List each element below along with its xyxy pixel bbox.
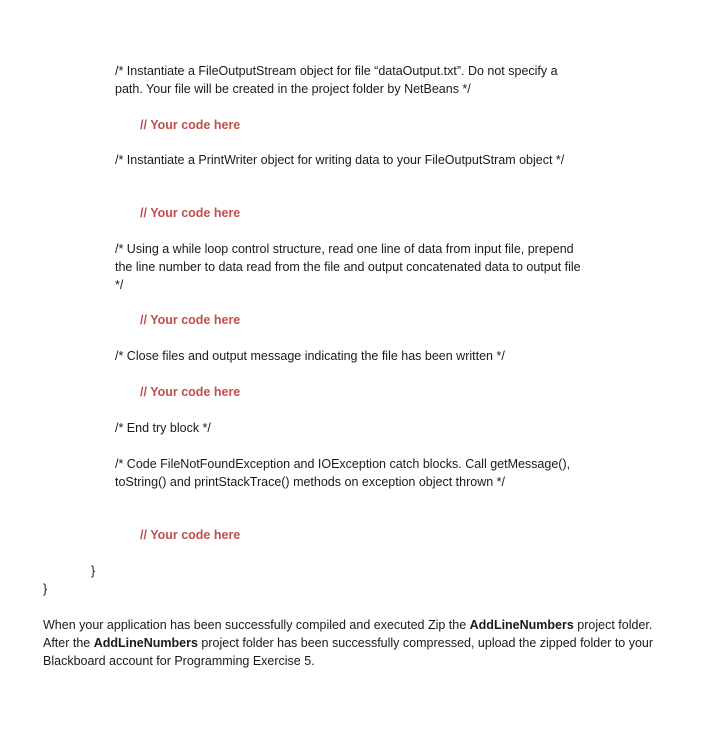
your-code-here-5: // Your code here bbox=[140, 528, 241, 542]
your-code-here-3: // Your code here bbox=[140, 313, 241, 327]
your-code-here-1: // Your code here bbox=[140, 118, 241, 132]
closing-brace-class: } bbox=[43, 582, 48, 596]
your-code-here-4: // Your code here bbox=[140, 385, 241, 399]
comment-close-files: /* Close files and output message indicating the file has been written */ bbox=[115, 349, 505, 363]
instructions-text-3: project folder has been successfully compressed, upload the zipped folder to your Blackboard account for Programming Exercise 5. bbox=[43, 636, 654, 668]
your-code-here-2: // Your code here bbox=[140, 206, 241, 220]
closing-brace-method: } bbox=[91, 564, 96, 578]
comment-end-try: /* End try block */ bbox=[115, 421, 211, 435]
project-name-2: AddLineNumbers bbox=[93, 636, 198, 650]
comment-printwriter: /* Instantiate a PrintWriter object for writing data to your FileOutputStram object */ bbox=[115, 153, 565, 167]
submission-instructions bbox=[43, 616, 675, 670]
project-name-1: AddLineNumbers bbox=[469, 618, 574, 632]
instructions-text-1: When your application has been successfully compiled and executed Zip the bbox=[43, 618, 470, 632]
instructions-text-2: project folder. After the bbox=[43, 618, 653, 650]
comment-while-loop: /* Using a while loop control structure, read one line of data from input file, prepend the line number to data read from the file and output concatenated data to output file */ bbox=[115, 242, 581, 292]
comment-catch-blocks: /* Code FileNotFoundException and IOException catch blocks. Call getMessage(), toString() and printStackTrace() methods on exception object thrown */ bbox=[115, 457, 571, 489]
comment-fileoutputstream: /* Instantiate a FileOutputStream object for file “dataOutput.txt”. Do not specify a path. Your file will be created in the project folder by NetBeans */ bbox=[115, 64, 558, 96]
